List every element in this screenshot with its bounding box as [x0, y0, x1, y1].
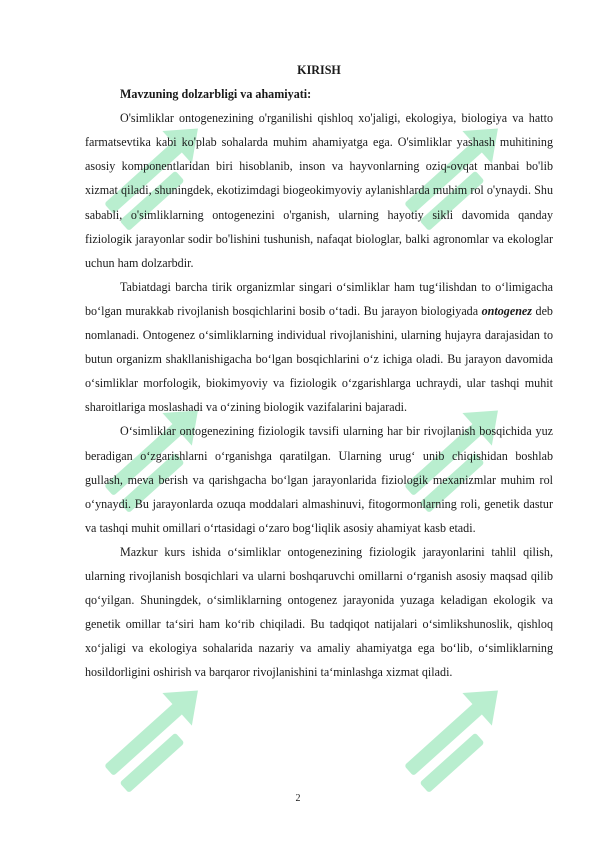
paragraph-3: O‘simliklar ontogenezining fiziologik tavsifi ularning har bir rivojlanish bosqichida yuz beradigan o‘zgarishlarni o‘rganishga qaratilgan. Ularning urug‘ unib chiqishidan boshlab gullash, meva berish va qarishgacha bo‘lgan jarayonlarida fiziologik mexanizmlar muhim rol o‘ynaydi. Bu jarayonlarda ozuqa moddalari almashinuvi, fitogormonlarning roli, genetik dastur va tashqi muhit omillari o‘rtasidagi o‘zaro bog‘liqlik asosiy ahamiyat kasb etadi.	[85, 424, 553, 535]
document-body	[85, 58, 553, 684]
document-title: KIRISH	[297, 63, 341, 77]
watermark-mark-6	[380, 670, 530, 810]
paragraph-4: Mazkur kurs ishida o‘simliklar ontogenezining fiziologik jarayonlarini tahlil qilish, ularning rivojlanish bosqichlari va ularni boshqaruvchi omillarni o‘rganish asosiy maqsad qilib qo‘yilgan. Shuningdek, o‘simliklarning ontogenez jarayonida yuzaga keladigan ekologik va genetik omillar ta‘siri ham ko‘rib chiqiladi. Bu tadqiqot natijalari o‘simlikshunoslik, qishloq xo‘jaligi va ekologiya sohalarida nazariy va amaliy ahamiyatga ega bo‘lib, o‘simliklarning hosildorligini oshirish va barqaror rivojlanishini ta‘minlashga xizmat qiladi.	[85, 544, 553, 680]
page-number: 2	[295, 793, 301, 804]
paragraph-2	[85, 275, 553, 420]
paragraph-2-before: Tabiatdagi barcha tirik organizmlar singari o‘simliklar ham tug‘ilishdan to o‘limigacha bo‘lgan murakkab rivojlanish bosqichlarini bosib o‘tadi. Bu jarayon biologiyada	[85, 279, 553, 318]
section-subtitle: Mavzuning dolzarbligi va ahamiyati:	[120, 87, 312, 102]
paragraph-1: O'simliklar ontogenezining o'rganilishi qishloq xo'jaligi, ekologiya, biologiya va hatto farmatsevtika kabi ko'plab sohalarda muhim ahamiyatga ega. O'simliklar yashash muhitining asosiy komponentlaridan biri hisoblanib, inson va hayvonlarning oziq-ovqat manbai bo'lib xizmat qiladi, shuningdek, ekotizimdagi biogeokimyoviy aylanishlarda muhim rol o'ynaydi. Shu sababli, o'simliklarning ontogenezini o'rganish, ularning hayotiy sikli davomida qanday fiziologik jarayonlar sodir bo'lishini tushunish, nafaqat biologlar, balki agronomlar va ekologlar uchun ham dolzarbdir.	[85, 111, 553, 270]
paragraph-2-after: deb nomlanadi. Ontogenez o‘simliklarning individual rivojlanishini, ularning hujayra darajasidan to butun organizm shakllanishigacha bo‘lgan bosqichlarini o‘z ichiga oladi. Bu jarayon davomida o‘simliklar morfologik, biokimyoviy va fiziologik o‘zgarishlarga uchraydi, ular tashqi muhit sharoitlariga moslashadi va o‘zining biologik vazifalarini bajaradi.	[85, 303, 553, 415]
watermark-mark-5	[80, 670, 230, 810]
term-ontogenez: ontogenez	[481, 303, 533, 318]
